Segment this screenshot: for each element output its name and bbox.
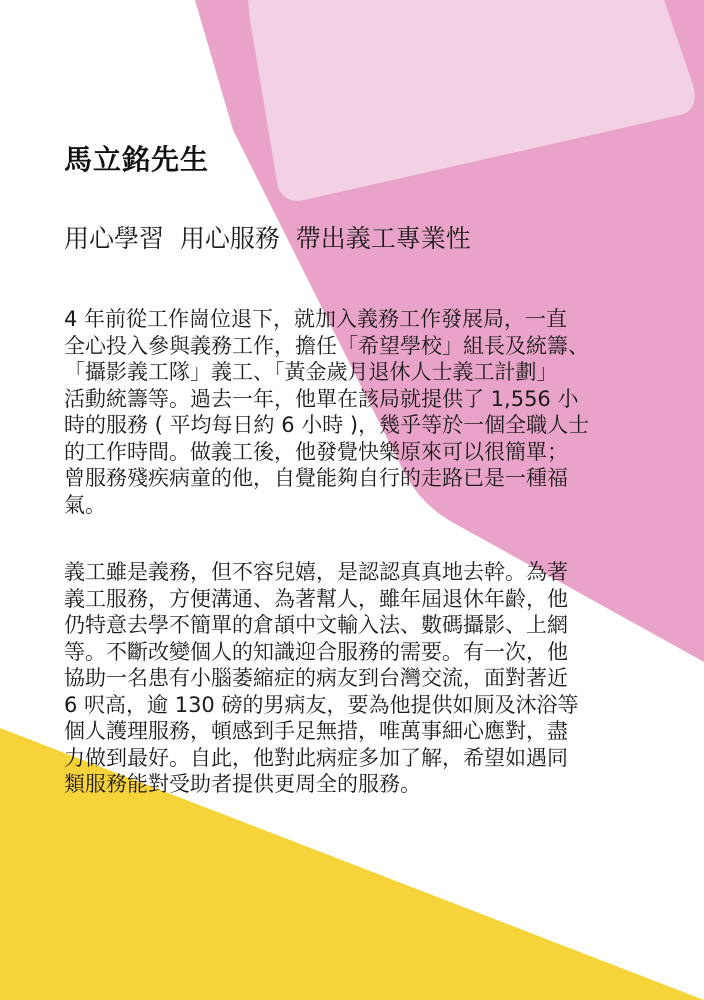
paragraph-line: 氣。: [64, 492, 106, 517]
paragraph-line: 曾服務殘疾病童的他，自覺能夠自行的走路已是一種福: [64, 466, 568, 490]
paragraph-line: 活動統籌等。過去一年，他單在該局就提供了 1,556 小: [64, 386, 579, 411]
paragraph-line: 力做到最好。自此，他對此病症多加了解，希望如遇同: [64, 745, 568, 770]
paragraph-line: 協助一名患有小腦萎縮症的病友到台灣交流，面對著近: [64, 666, 568, 690]
paragraph-line: 義工服務，方便溝通、為著幫人，雖年屆退休年齡，他: [64, 586, 568, 611]
paragraph-line: 仍特意去學不簡單的倉頡中文輸入法、數碼攝影、上網: [64, 613, 568, 637]
paragraph-1: [64, 306, 644, 518]
paragraph-line: 4 年前從工作崗位退下，就加入義務工作發展局，一直: [64, 307, 568, 331]
paragraph-line: 個人護理服務，頓感到手足無措，唯萬事細心應對，盡: [64, 719, 568, 743]
paragraph-line: 6 呎高，逾 130 磅的男病友，要為他提供如厠及沐浴等: [64, 692, 579, 717]
paragraph-line: 時的服務 ( 平均每日約 6 小時 )，幾乎等於一個全職人士: [64, 413, 590, 437]
paragraph-line: 「攝影義工隊」義工、「黃金歲月退休人士義工計劃」: [64, 360, 558, 384]
paragraph-2: [64, 559, 644, 798]
paragraph-line: 的工作時間。做義工後，他發覺快樂原來可以很簡單；: [64, 439, 568, 464]
subtitle: 用心學習 用心服務 帶出義工專業性: [64, 224, 471, 253]
paragraph-line: 類服務能對受助者提供更周全的服務。: [64, 772, 421, 796]
page-title: 馬立銘先生: [64, 143, 210, 176]
paragraph-line: 全心投入參與義務工作，擔任「希望學校」組長及統籌、: [64, 333, 589, 358]
paragraph-line: 等。不斷改變個人的知識迎合服務的需要。有一次，他: [64, 639, 568, 664]
paragraph-line: 義工雖是義務，但不容兒嬉，是認認真真地去幹。為著: [64, 560, 568, 584]
